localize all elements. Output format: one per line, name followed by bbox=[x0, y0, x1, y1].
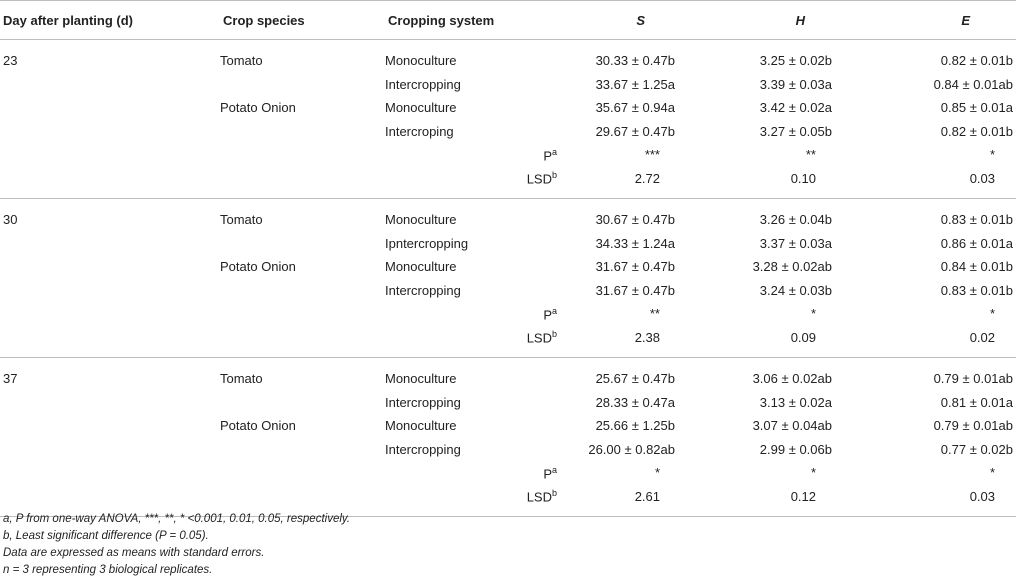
crop-cell bbox=[220, 232, 385, 256]
e-cell: 0.79 ± 0.01ab bbox=[933, 418, 1013, 434]
lsd-e: 0.02 bbox=[865, 326, 1016, 358]
lsd-e: 0.03 bbox=[865, 485, 1016, 517]
header-system: Cropping system bbox=[385, 1, 560, 40]
e-cell: 0.85 ± 0.01a bbox=[940, 100, 1013, 116]
day-cell: 23 bbox=[3, 53, 18, 69]
s-cell: 31.67 ± 0.47b bbox=[595, 282, 675, 298]
lsd-s: 2.38 bbox=[560, 326, 725, 358]
h-cell: 3.13 ± 0.02a bbox=[759, 394, 832, 410]
s-cell: 30.33 ± 0.47b bbox=[595, 53, 675, 69]
system-cell: Monoculture bbox=[385, 100, 457, 116]
s-cell: 25.66 ± 1.25b bbox=[595, 418, 675, 434]
s-cell: 29.67 ± 0.47b bbox=[595, 123, 675, 139]
crop-cell bbox=[220, 73, 385, 97]
e-cell: 0.82 ± 0.01b bbox=[940, 123, 1013, 139]
header-h: H bbox=[725, 1, 865, 40]
lsd-label: LSD$^b$ bbox=[385, 485, 560, 517]
crop-cell: Tomato bbox=[220, 212, 263, 228]
p-e: * bbox=[989, 306, 995, 322]
s-cell: 30.67 ± 0.47b bbox=[595, 212, 675, 228]
s-cell: 28.33 ± 0.47a bbox=[595, 394, 675, 410]
p-s: ** bbox=[649, 306, 660, 322]
system-cell: Intercropping bbox=[385, 282, 461, 298]
lsd-h: 0.12 bbox=[725, 485, 865, 517]
p-label: $P^a$ bbox=[543, 464, 557, 481]
table-row bbox=[0, 73, 1016, 97]
system-cell: Monoculture bbox=[385, 259, 457, 275]
lsd-label: LSD$^b$ bbox=[385, 167, 560, 199]
e-cell: 0.79 ± 0.01ab bbox=[933, 371, 1013, 387]
s-cell: 31.67 ± 0.47b bbox=[595, 259, 675, 275]
system-cell: Intercropping bbox=[385, 394, 461, 410]
header-s: S bbox=[560, 1, 725, 40]
table-row bbox=[0, 391, 1016, 415]
e-cell: 0.82 ± 0.01b bbox=[940, 53, 1013, 69]
p-s: * bbox=[654, 465, 660, 481]
s-cell: 35.67 ± 0.94a bbox=[595, 100, 675, 116]
crop-cell bbox=[220, 438, 385, 462]
header-day: Day after planting (d) bbox=[0, 1, 220, 40]
p-label: $P^a$ bbox=[543, 146, 557, 163]
table-row bbox=[0, 438, 1016, 462]
header-e: E bbox=[865, 1, 1016, 40]
table-footnotes bbox=[3, 511, 350, 579]
footnote-a: a, P from one-way ANOVA, ***, **, * <0.001, 0.01, 0.05, respectively. bbox=[3, 513, 350, 525]
lsd-s: 2.61 bbox=[560, 485, 725, 517]
table-row bbox=[0, 96, 1016, 120]
header-crop: Crop species bbox=[220, 1, 385, 40]
system-cell: Intercroping bbox=[385, 123, 454, 139]
system-cell: Ipntercropping bbox=[385, 235, 469, 251]
group-day-30 bbox=[0, 199, 1016, 358]
s-cell: 26.00 ± 0.82ab bbox=[588, 441, 675, 457]
p-e: * bbox=[989, 465, 995, 481]
system-cell: Intercropping bbox=[385, 441, 461, 457]
table-row bbox=[0, 199, 1016, 232]
p-h: * bbox=[810, 465, 816, 481]
footnote-b: b, Least significant difference (P = 0.05). bbox=[3, 530, 209, 542]
p-h: * bbox=[810, 306, 816, 322]
table-row bbox=[0, 358, 1016, 391]
h-cell: 3.28 ± 0.02ab bbox=[752, 259, 832, 275]
p-value-row bbox=[0, 302, 1016, 326]
system-cell: Monoculture bbox=[385, 53, 457, 69]
group-day-23 bbox=[0, 40, 1016, 199]
p-label: $P^a$ bbox=[543, 305, 557, 322]
s-cell: 34.33 ± 1.24a bbox=[595, 235, 675, 251]
lsd-e: 0.03 bbox=[865, 167, 1016, 199]
s-cell: 25.67 ± 0.47b bbox=[595, 371, 675, 387]
lsd-h: 0.09 bbox=[725, 326, 865, 358]
table-row bbox=[0, 255, 1016, 279]
e-cell: 0.77 ± 0.02b bbox=[940, 441, 1013, 457]
p-value-row bbox=[0, 461, 1016, 485]
p-value-row bbox=[0, 143, 1016, 167]
system-cell: Monoculture bbox=[385, 212, 457, 228]
h-cell: 3.06 ± 0.02ab bbox=[752, 371, 832, 387]
h-cell: 2.99 ± 0.06b bbox=[759, 441, 832, 457]
crop-cell bbox=[220, 279, 385, 303]
table-row bbox=[0, 120, 1016, 144]
lsd-row bbox=[0, 167, 1016, 199]
footnote-n: n = 3 representing 3 biological replicates. bbox=[3, 564, 213, 576]
crop-cell: Tomato bbox=[220, 53, 263, 69]
crop-cell bbox=[220, 391, 385, 415]
table-row bbox=[0, 232, 1016, 256]
e-cell: 0.83 ± 0.01b bbox=[940, 282, 1013, 298]
e-cell: 0.83 ± 0.01b bbox=[940, 212, 1013, 228]
day-cell: 37 bbox=[3, 371, 18, 387]
table-row bbox=[0, 40, 1016, 73]
e-cell: 0.84 ± 0.01ab bbox=[933, 76, 1013, 92]
s-cell: 33.67 ± 1.25a bbox=[595, 76, 675, 92]
e-cell: 0.81 ± 0.01a bbox=[940, 394, 1013, 410]
h-cell: 3.39 ± 0.03a bbox=[759, 76, 832, 92]
h-cell: 3.42 ± 0.02a bbox=[759, 100, 832, 116]
day-cell: 30 bbox=[3, 212, 18, 228]
table-row bbox=[0, 414, 1016, 438]
lsd-h: 0.10 bbox=[725, 167, 865, 199]
e-cell: 0.84 ± 0.01b bbox=[940, 259, 1013, 275]
h-cell: 3.25 ± 0.02b bbox=[759, 53, 832, 69]
h-cell: 3.24 ± 0.03b bbox=[759, 282, 832, 298]
p-s: *** bbox=[644, 147, 660, 163]
h-cell: 3.37 ± 0.03a bbox=[759, 235, 832, 251]
system-cell: Monoculture bbox=[385, 418, 457, 434]
p-e: * bbox=[989, 147, 995, 163]
system-cell: Monoculture bbox=[385, 371, 457, 387]
group-day-37 bbox=[0, 358, 1016, 517]
table-row bbox=[0, 279, 1016, 303]
p-h: ** bbox=[805, 147, 816, 163]
footnote-data: Data are expressed as means with standard errors. bbox=[3, 547, 265, 559]
system-cell: Intercropping bbox=[385, 76, 461, 92]
h-cell: 3.27 ± 0.05b bbox=[759, 123, 832, 139]
lsd-label: LSD$^b$ bbox=[385, 326, 560, 358]
crop-cell: Tomato bbox=[220, 371, 263, 387]
crop-cell: Potato Onion bbox=[220, 418, 296, 434]
lsd-row bbox=[0, 326, 1016, 358]
crop-cell bbox=[220, 120, 385, 144]
e-cell: 0.86 ± 0.01a bbox=[940, 235, 1013, 251]
lsd-s: 2.72 bbox=[560, 167, 725, 199]
h-cell: 3.26 ± 0.04b bbox=[759, 212, 832, 228]
header-row bbox=[0, 1, 1016, 40]
h-cell: 3.07 ± 0.04ab bbox=[752, 418, 832, 434]
crop-cell: Potato Onion bbox=[220, 100, 296, 116]
crop-cell: Potato Onion bbox=[220, 259, 296, 275]
